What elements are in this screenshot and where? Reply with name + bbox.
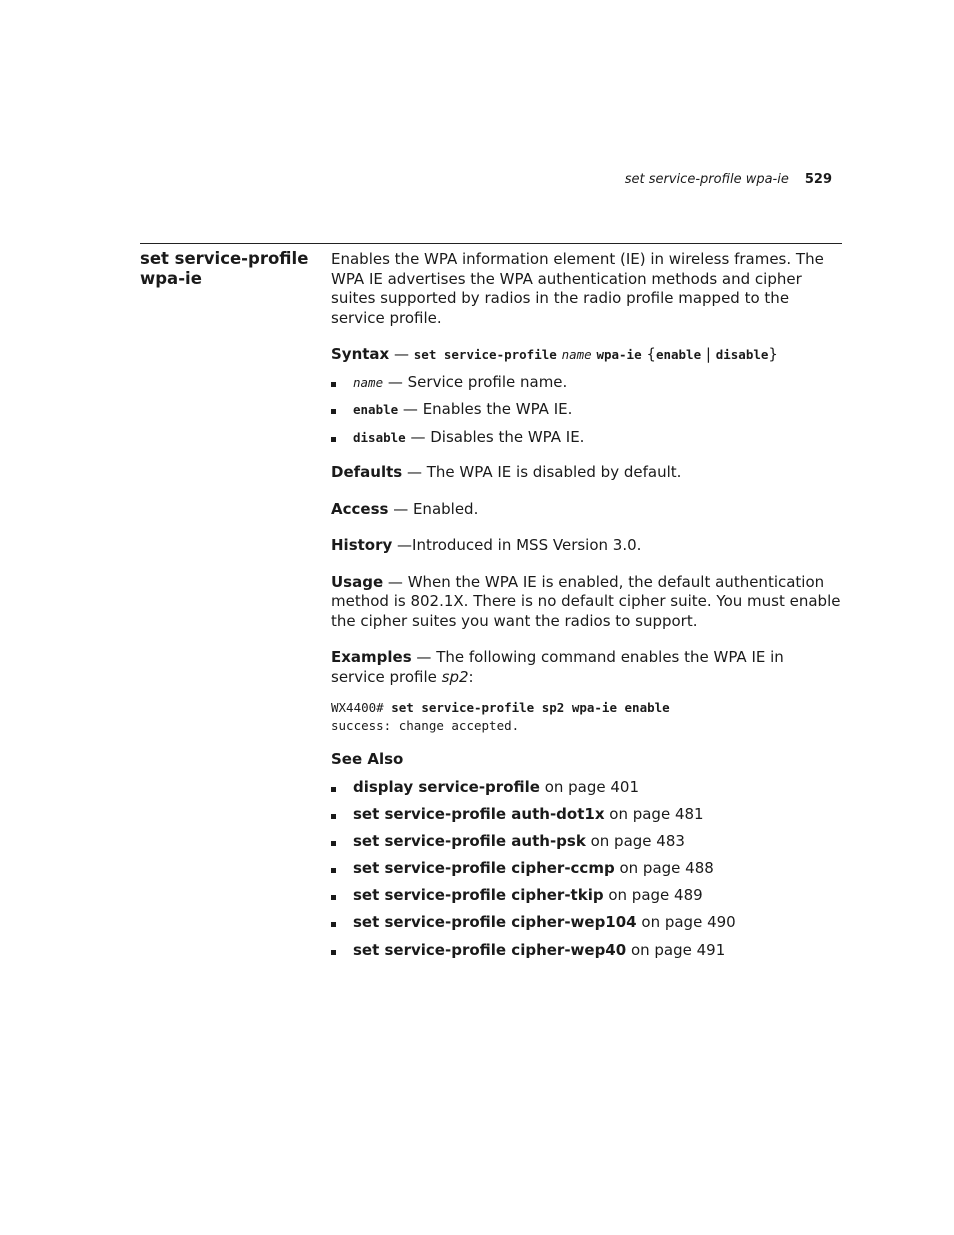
list-item xyxy=(331,805,842,825)
see-also-page: on page 491 xyxy=(626,940,726,959)
running-head xyxy=(625,171,832,189)
code-command: set service-profile sp2 wpa-ie enable xyxy=(391,700,670,715)
see-also-page: on page 490 xyxy=(636,913,736,932)
usage-label: Usage xyxy=(331,572,384,591)
usage-paragraph xyxy=(331,573,842,632)
syntax-option-disable: disable xyxy=(715,347,769,362)
code-example xyxy=(331,699,842,735)
code-prompt: WX4400# xyxy=(331,700,392,715)
section-content xyxy=(331,250,842,968)
param-term: enable xyxy=(353,402,399,417)
syntax-param: name xyxy=(561,347,592,362)
list-item xyxy=(331,886,842,906)
param-term: name xyxy=(353,374,384,390)
see-also-link[interactable]: set service-profile cipher-tkip xyxy=(353,886,604,905)
usage-text: — When the WPA IE is enabled, the default authentication method is 802.1X. There is no default cipher suite. You must enable the cipher suites you want the radios to support. xyxy=(331,572,841,630)
list-item xyxy=(331,400,842,420)
see-also-page: on page 488 xyxy=(614,859,714,878)
syntax-bar: | xyxy=(705,345,711,363)
syntax-sep: — xyxy=(389,345,414,363)
defaults-paragraph xyxy=(331,463,842,483)
syntax-open-brace: { xyxy=(646,345,656,363)
examples-profile: sp2 xyxy=(441,667,469,686)
access-text: — Enabled. xyxy=(388,499,479,518)
see-also-list xyxy=(331,778,842,961)
see-also-link[interactable]: set service-profile auth-dot1x xyxy=(353,804,605,823)
list-item xyxy=(331,913,842,933)
section-rule xyxy=(140,243,842,244)
section-heading: set service-profile wpa-ie xyxy=(140,249,309,288)
see-also-link[interactable]: set service-profile auth-psk xyxy=(353,831,586,850)
access-paragraph xyxy=(331,500,842,520)
history-label: History xyxy=(331,536,393,554)
history-text: —Introduced in MSS Version 3.0. xyxy=(392,536,642,554)
examples-colon: : xyxy=(468,667,474,686)
see-also-page: on page 401 xyxy=(539,777,640,796)
parameter-list xyxy=(331,373,842,448)
syntax-line xyxy=(331,345,842,365)
param-term: disable xyxy=(353,429,406,445)
examples-text: — The following command enables the WPA IE in service profile xyxy=(331,648,784,686)
see-also-link[interactable]: set service-profile cipher-wep40 xyxy=(353,940,627,959)
access-label: Access xyxy=(331,499,389,518)
param-desc: — Service profile name. xyxy=(383,372,568,391)
param-desc: — Enables the WPA IE. xyxy=(398,400,573,418)
code-output: success: change accepted. xyxy=(331,718,520,733)
see-also-link[interactable]: display service-profile xyxy=(353,777,540,796)
see-also-page: on page 489 xyxy=(603,886,703,905)
defaults-text: — The WPA IE is disabled by default. xyxy=(402,463,682,481)
see-also-link[interactable]: set service-profile cipher-wep104 xyxy=(353,913,637,932)
running-head-title: set service-profile wpa-ie xyxy=(624,172,789,187)
syntax-keyword: wpa-ie xyxy=(596,347,642,362)
syntax-option-enable: enable xyxy=(655,347,702,362)
list-item xyxy=(331,778,842,798)
list-item xyxy=(331,373,842,393)
see-also-heading: See Also xyxy=(331,750,404,768)
page-number: 529 xyxy=(804,172,832,187)
see-also-page: on page 483 xyxy=(585,831,685,850)
examples-label: Examples xyxy=(331,648,412,666)
list-item xyxy=(331,941,842,961)
list-item xyxy=(331,859,842,879)
syntax-label: Syntax xyxy=(331,345,390,363)
examples-paragraph xyxy=(331,648,842,687)
see-also-link[interactable]: set service-profile cipher-ccmp xyxy=(353,859,615,878)
list-item xyxy=(331,832,842,852)
param-desc: — Disables the WPA IE. xyxy=(405,427,585,446)
see-also-page: on page 481 xyxy=(604,804,704,823)
syntax-close-brace: } xyxy=(768,345,778,363)
defaults-label: Defaults xyxy=(331,463,403,481)
intro-paragraph: Enables the WPA information element (IE) in wireless frames. The WPA IE advertises the WPA authentication methods and cipher suites supported by radios in the radio profile mapped to the service profile. xyxy=(331,250,824,327)
list-item xyxy=(331,428,842,448)
syntax-command: set service-profile xyxy=(413,347,557,362)
history-paragraph xyxy=(331,536,842,556)
